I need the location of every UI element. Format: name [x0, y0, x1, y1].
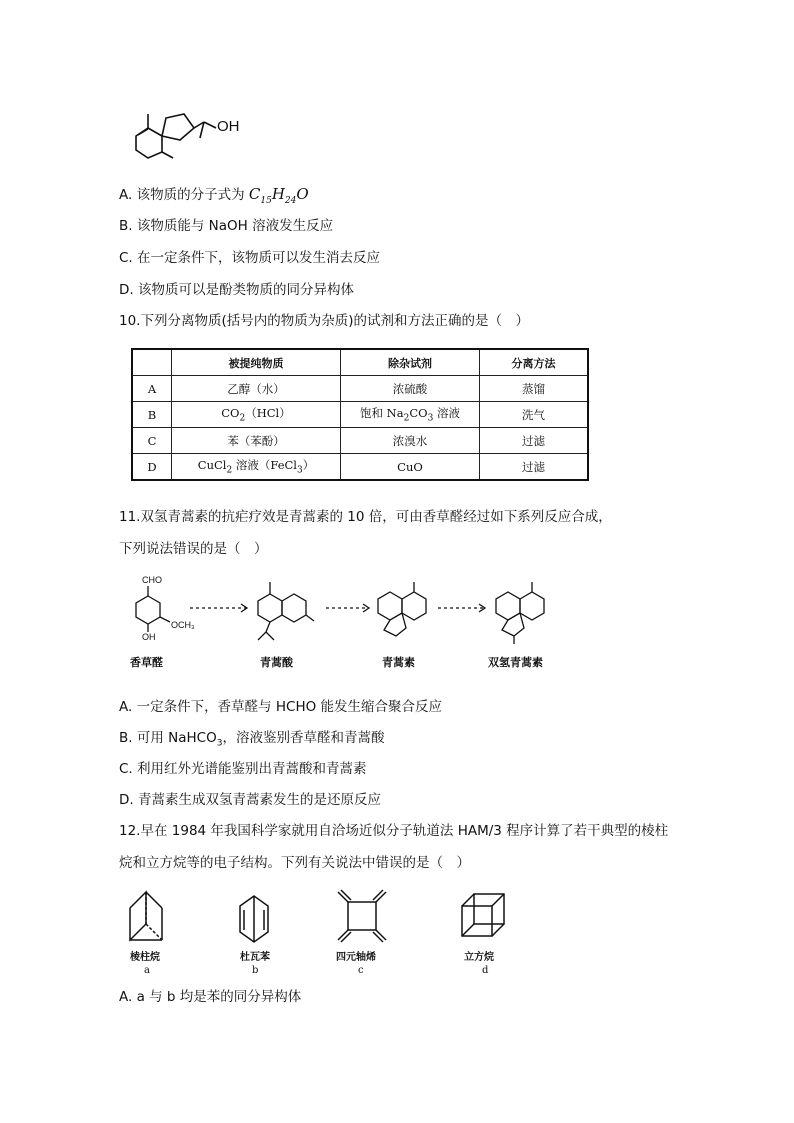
row-substance: CuCl$_2$ 溶液（FeCl$_3$） [172, 454, 341, 481]
q9-structure-figure [128, 100, 258, 170]
q9-option-a[interactable] [119, 184, 309, 211]
structure-letter-a: a [144, 965, 150, 976]
q11-option-d[interactable]: D. 青蒿素生成双氢青蒿素发生的是还原反应 [119, 792, 381, 808]
table-header-row [132, 349, 588, 376]
compound-label-artemisinic-acid: 青蒿酸 [260, 656, 293, 669]
row-label: C [132, 428, 172, 454]
row-label: D [132, 454, 172, 481]
row-reagent: 饱和 $Na_2CO_3$ 溶液 [341, 402, 480, 428]
q9-option-d[interactable]: D. 该物质可以是酚类物质的同分异构体 [119, 282, 354, 298]
q12-stem-line-2: 烷和立方烷等的电子结构。下列有关说法中错误的是（ ） [119, 855, 470, 871]
table-row [132, 454, 588, 481]
q11-option-b[interactable]: B. 可用 NaHCO$_3$，溶液鉴别香草醛和青蒿酸 [119, 730, 385, 749]
structure-name-d: 立方烷 [464, 952, 494, 963]
table-header-cell: 被提纯物质 [172, 349, 341, 376]
q9-formula: $C_{15}H_{24}O$ [248, 185, 309, 206]
structure-letter-c: c [358, 965, 364, 976]
q12-option-a[interactable]: A. a 与 b 均是苯的同分异构体 [119, 989, 302, 1005]
q10-stem: 10.下列分离物质(括号内的物质为杂质)的试剂和方法正确的是（ ） [119, 313, 530, 329]
table-row [132, 402, 588, 428]
row-method: 过滤 [480, 454, 589, 481]
row-substance: $CO_2(HCl)$ [172, 402, 341, 428]
structure-letter-d: d [482, 965, 489, 976]
structure-name-c: 四元轴烯 [336, 952, 376, 963]
q10-table [131, 348, 589, 481]
table-header-cell: 分离方法 [480, 349, 589, 376]
structure-name-a: 棱柱烷 [130, 952, 160, 963]
oh-label: OH [142, 632, 156, 642]
row-substance: 乙醇（水） [172, 376, 341, 402]
table-row [132, 376, 588, 402]
row-method: 洗气 [480, 402, 589, 428]
q9-option-a-text: A. 该物质的分子式为 [119, 187, 245, 203]
och3-label: OCH₃ [171, 620, 195, 630]
row-reagent: 浓溴水 [341, 428, 480, 454]
row-label: B [132, 402, 172, 428]
q9-oh-label: OH [217, 118, 240, 135]
row-reagent: 浓硫酸 [341, 376, 480, 402]
compound-label-dihydroartemisinin: 双氢青蒿素 [488, 656, 543, 669]
q12-stem-line-1: 12.早在 1984 年我国科学家就用自洽场近似分子轨道法 HAM/3 程序计算了若干典型的棱柱 [119, 823, 669, 839]
q11-option-c[interactable]: C. 利用红外光谱能鉴别出青蒿酸和青蒿素 [119, 761, 367, 777]
cho-label: CHO [142, 575, 162, 585]
q11-stem-line-2: 下列说法错误的是（ ） [119, 541, 268, 557]
structure-letter-b: b [252, 965, 259, 976]
compound-label-artemisinin: 青蒿素 [382, 656, 415, 669]
q11-synthesis-scheme [120, 572, 580, 672]
q11-option-a[interactable]: A. 一定条件下，香草醛与 HCHO 能发生缩合聚合反应 [119, 699, 443, 715]
row-method: 蒸馏 [480, 376, 589, 402]
q12-structures-figure [122, 886, 542, 978]
q9-option-c[interactable]: C. 在一定条件下，该物质可以发生消去反应 [119, 250, 381, 266]
q9-option-b[interactable]: B. 该物质能与 NaOH 溶液发生反应 [119, 218, 334, 234]
row-substance: 苯（苯酚） [172, 428, 341, 454]
row-label: A [132, 376, 172, 402]
q11-stem-line-1: 11.双氢青蒿素的抗疟疗效是青蒿素的 10 倍，可由香草醛经过如下系列反应合成， [119, 509, 612, 525]
structure-name-b: 杜瓦苯 [240, 952, 270, 963]
table-header-cell: 除杂试剂 [341, 349, 480, 376]
table-row [132, 428, 588, 454]
compound-label-vanillin: 香草醛 [130, 656, 163, 669]
row-method: 过滤 [480, 428, 589, 454]
row-reagent: CuO [341, 454, 480, 481]
table-header-cell [132, 349, 172, 376]
